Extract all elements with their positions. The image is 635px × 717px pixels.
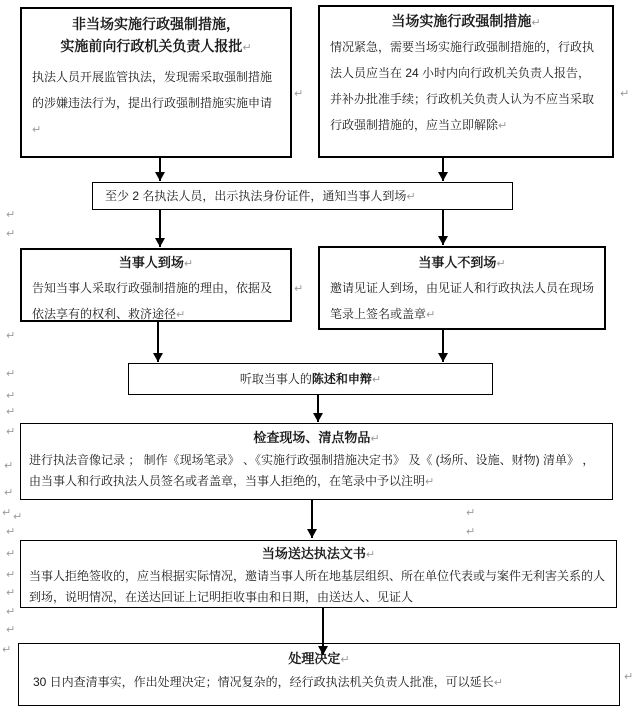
paragraph-mark: ↵ — [32, 124, 42, 136]
paragraph-mark: ↵ — [6, 228, 16, 240]
paragraph-mark: ↵ — [496, 258, 506, 270]
box-offsite-approval — [20, 7, 292, 158]
paragraph-mark: ↵ — [6, 587, 16, 599]
flow-arrow-absent-to-statement — [433, 330, 453, 362]
paragraph-mark: ↵ — [6, 390, 16, 402]
paragraph-mark: ↵ — [426, 309, 436, 321]
box-offsite-body: 执法人员开展监管执法，发现需采取强制措施的涉嫌违法行为，提出行政强制措施实施申请↵ — [32, 70, 273, 136]
box-notify-text: 至少 2 名执法人员，出示执法身份证件，通知当事人到场↵ — [105, 189, 416, 203]
paragraph-mark: ↵ — [6, 406, 16, 418]
paragraph-mark: ↵ — [183, 258, 194, 270]
paragraph-mark: ↵ — [4, 487, 14, 499]
paragraph-mark: ↵ — [498, 120, 508, 132]
box-statement-text-normal: 听取当事人的 — [239, 372, 312, 386]
paragraph-mark: ↵ — [624, 671, 634, 683]
box-onsite-enforcement — [318, 5, 614, 158]
flow-arrow-onsite-to-notify — [433, 158, 453, 181]
paragraph-mark: ↵ — [4, 460, 14, 472]
box-onsite-title: 当场实施行政强制措施↵ — [391, 13, 541, 29]
box-notify-party — [92, 182, 513, 210]
paragraph-mark: ↵ — [406, 191, 416, 203]
paragraph-mark: ↵ — [6, 569, 16, 581]
flow-arrow-present-to-statement — [148, 322, 168, 362]
paragraph-mark: ↵ — [371, 374, 382, 386]
paragraph-mark: ↵ — [370, 433, 380, 445]
paragraph-mark: ↵ — [13, 511, 23, 523]
paragraph-mark: ↵ — [6, 606, 16, 618]
paragraph-mark: ↵ — [294, 283, 304, 295]
paragraph-mark: ↵ — [2, 507, 12, 519]
flow-arrow-offsite-to-notify — [150, 158, 170, 181]
paragraph-mark: ↵ — [6, 548, 16, 560]
paragraph-mark: ↵ — [365, 549, 376, 561]
paragraph-mark: ↵ — [6, 368, 16, 380]
box-offsite-title: 非当场实施行政强制措施， 实施前向行政机关负责人报批↵ — [60, 16, 252, 54]
flow-arrow-notify-to-absent — [433, 210, 453, 245]
paragraph-mark: ↵ — [6, 330, 16, 342]
paragraph-mark: ↵ — [6, 209, 16, 221]
flow-arrow-notify-to-present — [150, 210, 170, 247]
paragraph-mark: ↵ — [493, 677, 503, 689]
paragraph-mark: ↵ — [6, 526, 16, 538]
flow-arrow-statement-to-inspect — [308, 395, 328, 422]
box-present-body: 告知当事人采取行政强制措施的理由，依据及依法享有的权利、救济途径↵ — [32, 281, 273, 321]
paragraph-mark: ↵ — [620, 88, 630, 100]
paragraph-mark: ↵ — [425, 476, 435, 488]
flow-arrow-inspect-to-deliver — [302, 500, 322, 538]
paragraph-mark: ↵ — [6, 624, 16, 636]
box-onsite-body: 情况紧急，需要当场实施行政强制措施的，行政执法人员应当在 24 小时内向行政机关负责人报告，并补办批准手续；行政机关负责人认为不应当采取行政强制措施的，应当立即解除↵ — [330, 40, 595, 132]
box-decision-body: 30 日内查清事实，作出处理决定；情况复杂的，经行政执法机关负责人批准，可以延长↵ — [33, 675, 503, 689]
box-deliver-body: 当事人拒绝签收的，应当根据实际情况，邀请当事人所在地基层组织、所在单位代表或与案件无利害关系的人到场，说明情况，在送达回证上记明拒收事由和日期，由送达人、见证人 — [29, 569, 606, 604]
box-absent-body: 邀请见证人到场，由见证人和行政执法人员在现场笔录上签名或盖章↵ — [330, 281, 595, 321]
box-present-title: 当事人到场↵ — [118, 255, 194, 270]
paragraph-mark: ↵ — [340, 654, 350, 666]
paragraph-mark: ↵ — [466, 526, 476, 538]
paragraph-mark: ↵ — [2, 644, 12, 656]
box-decision-title: 处理决定↵ — [288, 651, 350, 666]
box-party-absent — [318, 246, 606, 330]
paragraph-mark: ↵ — [294, 88, 304, 100]
box-statement-text-bold: 陈述和申辩 — [311, 372, 372, 386]
flow-arrow-deliver-to-decision — [313, 608, 333, 655]
paragraph-mark: ↵ — [466, 507, 476, 519]
box-inspect-scene — [20, 423, 613, 500]
box-deliver-documents — [20, 540, 617, 608]
box-inspect-body: 进行执法音像记录 ； 制作《现场笔录》 、《实施行政强制措施决定书》 及《 (场所、设施、财物) 清单》 ， 由当事人和行政执法人员签名或者盖章，当事人拒绝的，在笔录中予以注明↵ — [29, 453, 595, 488]
paragraph-mark: ↵ — [242, 42, 252, 54]
box-inspect-title: 检查现场、清点物品↵ — [253, 430, 380, 445]
box-party-present — [20, 248, 292, 322]
box-deliver-title: 当场送达执法文书↵ — [261, 546, 376, 561]
paragraph-mark: ↵ — [176, 309, 186, 321]
paragraph-mark: ↵ — [6, 426, 16, 438]
paragraph-mark: ↵ — [531, 17, 541, 29]
box-statement-defense — [128, 363, 493, 395]
box-absent-title: 当事人不到场↵ — [418, 255, 506, 270]
